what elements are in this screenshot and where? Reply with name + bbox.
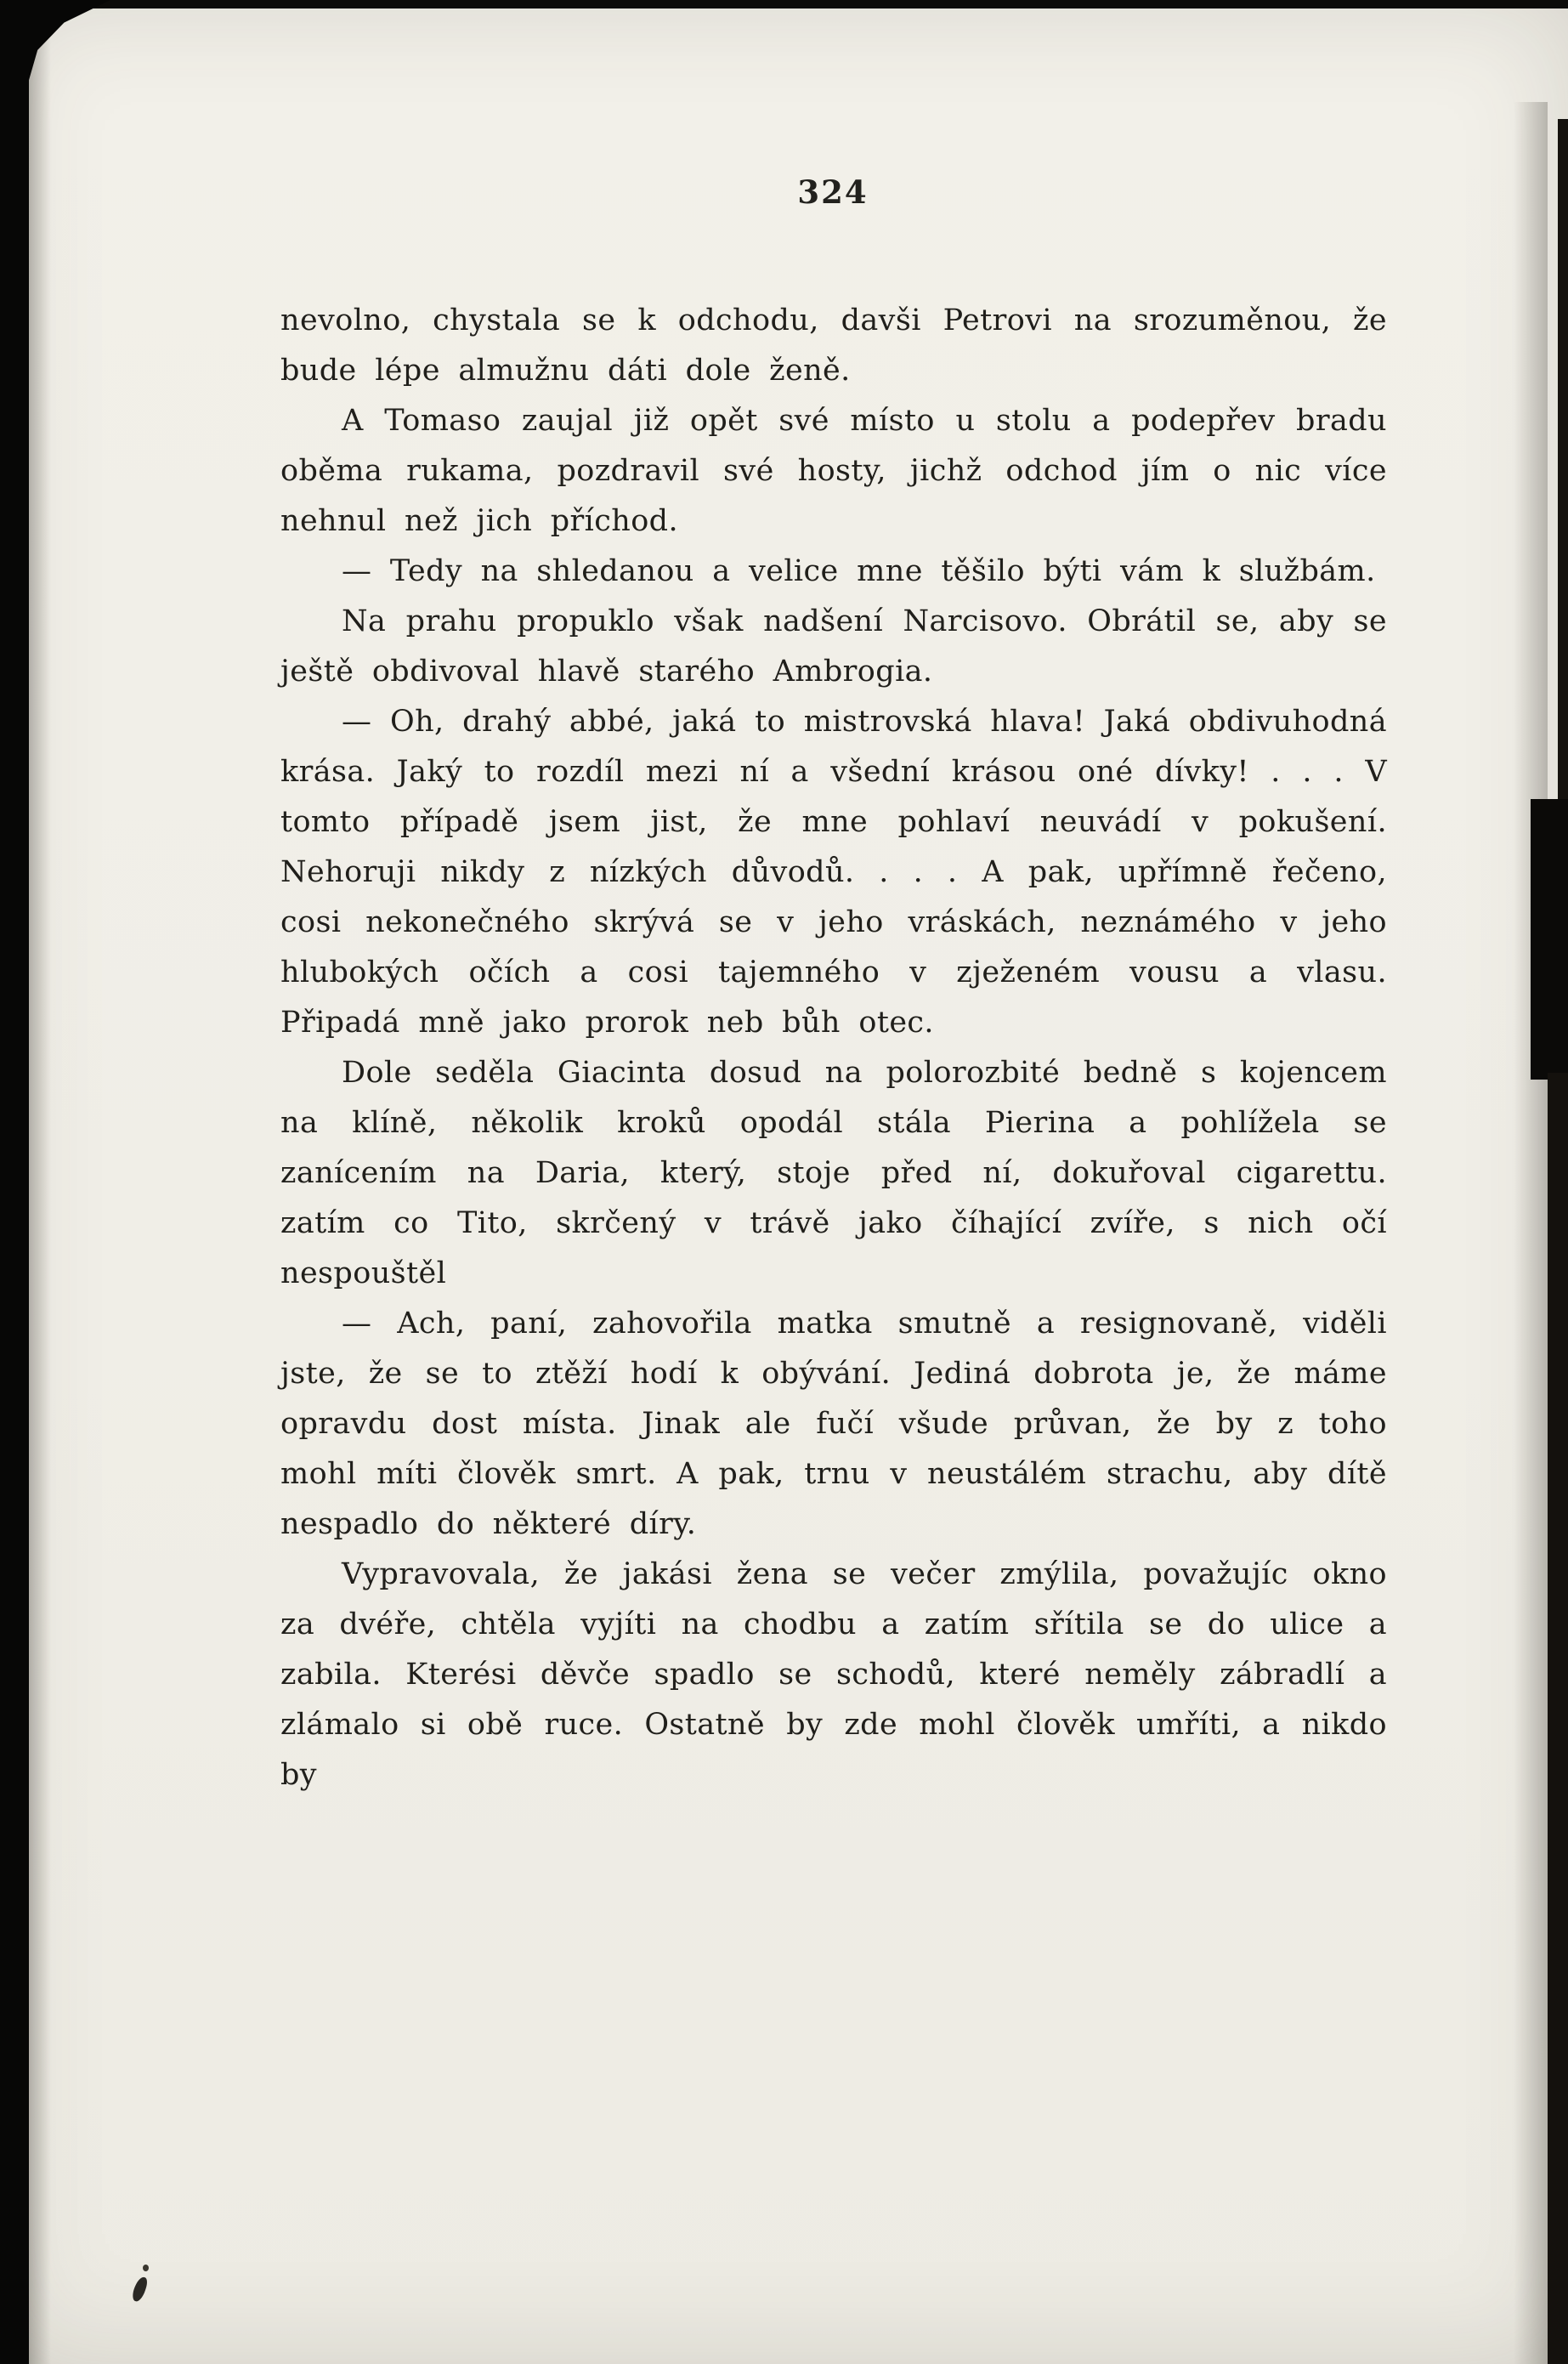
scan-edge-right-wide xyxy=(1531,799,1568,1080)
scan-edge-top xyxy=(0,0,1568,9)
paragraph-4: Na prahu propuklo však nadšení Narcisovo. Obrátil se, aby se ještě obdivoval hlavě starého Ambrogia. xyxy=(280,604,1387,689)
paragraph-2: A Tomaso zaujal již opět své místo u stolu a podepřev bradu oběma rukama, pozdravil své hosty, jichž odchod jím o nic více nehnul než jich příchod. xyxy=(280,404,1387,538)
scan-edge-left xyxy=(0,0,29,2364)
page-number: 324 xyxy=(797,173,869,211)
scan-edge-right-thin xyxy=(1558,119,1568,808)
ink-smudge-dot xyxy=(143,2265,149,2271)
paragraph-7: — Ach, paní, zahovořila matka smutně a resignovaně, viděli jste, že se to ztěží hodí k obývání. Jediná dobrota je, že máme opravdu dost místa. Jinak ale fučí všude průvan, že by z toho mohl míti člověk smrt. A pak, trnu v neustálém strachu, aby dítě nespadlo do některé díry. xyxy=(280,1307,1387,1541)
body-text xyxy=(280,296,1387,1800)
ink-smudge xyxy=(131,2276,150,2304)
paragraph-5: — Oh, drahý abbé, jaká to mistrovská hlava! Jaká obdivuhodná krása. Jaký to rozdíl mezi ní a všední krásou oné dívky! . . . V tomto případě jsem jist, že mne pohlaví neuvádí v pokušení. Nehoruji nikdy z nízkých důvodů. . . . A pak, upřímně řečeno, cosi nekonečného skrývá se v jeho vráskách, neznámého v jeho hlubokých očích a cosi tajemného v zježeném vousu a vlasu. Připadá mně jako prorok neb bůh otec. xyxy=(280,705,1387,1040)
scan-edge-right-shade xyxy=(1514,102,1548,2364)
paragraph-1: nevolno, chystala se k odchodu, davši Petrovi na srozuměnou, že bude lépe almužnu dáti dole ženě. xyxy=(280,303,1387,388)
paragraph-6: Dole seděla Giacinta dosud na polorozbité bedně s kojencem na klíně, několik kroků opodál stála Pierina a pohlížela se zanícením na Daria, který, stoje před ní, dokuřoval cigarettu. zatím co Tito, skrčený v trávě jako číhající zvíře, s nich očí nespouštěl xyxy=(280,1056,1387,1290)
scan-edge-right-mid xyxy=(1548,1073,1568,2364)
paragraph-8: Vypravovala, že jakási žena se večer zmýlila, považujíc okno za dvéře, chtěla vyjíti na chodbu a zatím sřítila se do ulice a zabila. Kterési děvče spadlo se schodů, které neměly zábradlí a zlámalo si obě ruce. Ostatně by zde mohl člověk umříti, a nikdo by xyxy=(280,1557,1387,1792)
scan-corner-blob xyxy=(0,0,110,81)
paragraph-3: — Tedy na shledanou a velice mne těšilo býti vám k službám. xyxy=(342,554,1376,588)
